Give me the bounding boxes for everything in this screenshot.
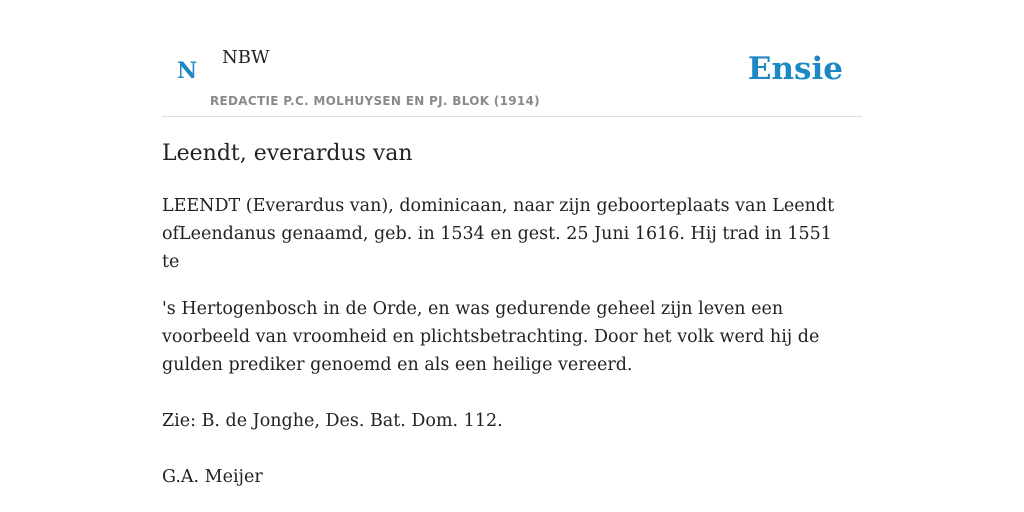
article-reference: Zie: B. de Jonghe, Des. Bat. Dom. 112. [162,411,503,431]
article-paragraph: LEENDT (Everardus van), dominicaan, naar zijn geboorteplaats van Leendt ofLeendanus genaamd, geb. in 1534 en gest. 25 Juni 1616. Hij trad in 1551 te [162,196,835,272]
page-header [162,0,862,117]
source-subtitle: REDACTIE P.C. MOLHUYSEN EN PJ. BLOK (1914) [210,94,540,108]
article-paragraph: 's Hertogenbosch in de Orde, en was gedurende geheel zijn leven een voorbeeld van vroomheid en plichtsbetrachting. Door het volk werd hij de gulden prediker genoemd en als een heilige vereerd. [162,299,820,375]
source-title[interactable]: NBW [222,47,270,68]
article [162,138,852,491]
article-title: Leendt, everardus van [162,141,413,166]
ensie-logo-link[interactable]: Ensie [747,51,843,87]
article-author: G.A. Meijer [162,467,263,487]
source-logo[interactable]: N [177,58,198,84]
